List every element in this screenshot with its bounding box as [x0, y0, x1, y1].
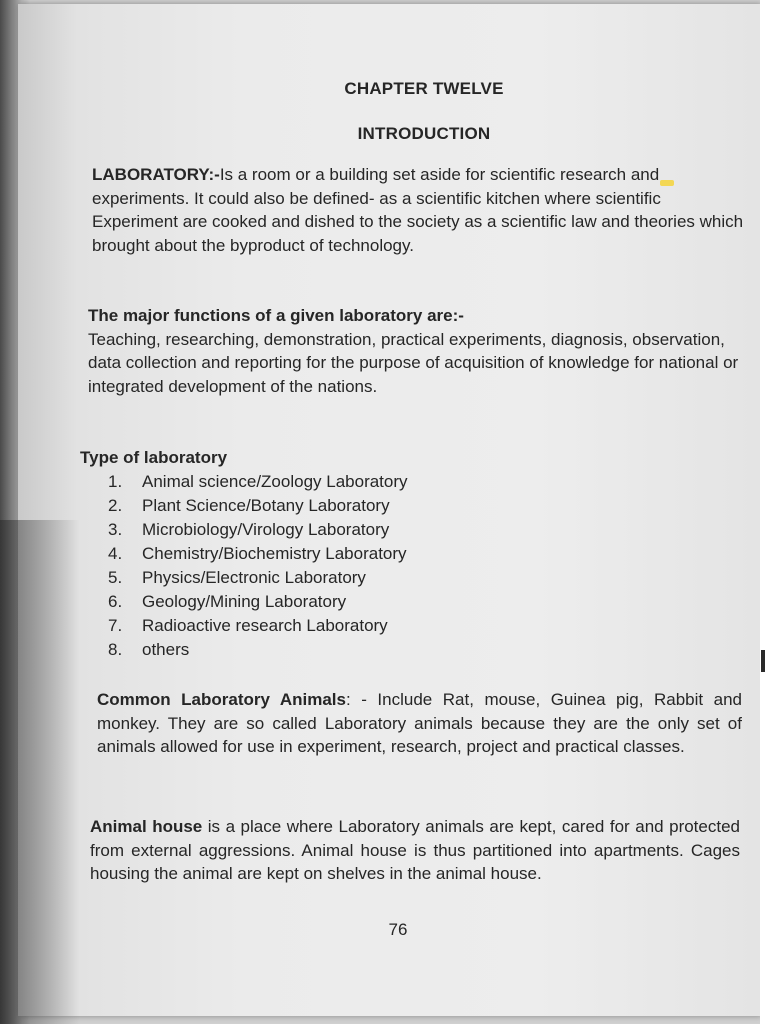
list-item: [108, 542, 528, 566]
section-title: INTRODUCTION: [357, 124, 491, 143]
list-item-label: Geology/Mining Laboratory: [142, 592, 347, 611]
animal-house-paragraph: [90, 815, 740, 886]
list-item-number: 2.: [108, 496, 123, 515]
list-item-label: Plant Science/Botany Laboratory: [142, 496, 390, 515]
list-item-label: Radioactive research Laboratory: [142, 616, 388, 635]
list-item-number: 5.: [108, 568, 123, 587]
list-item: [108, 518, 528, 542]
list-item-number: 6.: [108, 592, 123, 611]
functions-paragraph: [88, 304, 743, 398]
list-item-number: 4.: [108, 544, 123, 563]
page-number: 76: [388, 920, 408, 939]
common-animals-paragraph: [97, 688, 742, 759]
chapter-title: CHAPTER TWELVE: [344, 79, 504, 98]
list-item-number: 7.: [108, 616, 123, 635]
list-item: [108, 470, 528, 494]
laboratory-definition-text: Is a room or a building set aside for scientific research and experiments. It could also be defined- as a scientific kitchen where scientific: [92, 165, 661, 208]
list-item: [108, 590, 528, 614]
laboratory-definition: [92, 163, 750, 257]
laboratory-type-list: [108, 470, 528, 662]
list-item-label: Physics/Electronic Laboratory: [142, 568, 366, 587]
types-heading: Type of laboratory: [80, 448, 228, 467]
list-item-number: 3.: [108, 520, 123, 539]
list-item-label: Animal science/Zoology Laboratory: [142, 472, 408, 491]
list-item-number: 1.: [108, 472, 123, 491]
common-animals-term: Common Laboratory Animals: [97, 690, 346, 709]
list-item-label: Microbiology/Virology Laboratory: [142, 520, 390, 539]
list-item-label: others: [142, 640, 190, 659]
animal-house-term: Animal house: [90, 817, 203, 836]
list-item-label: Chemistry/Biochemistry Laboratory: [142, 544, 407, 563]
laboratory-definition-continued: Experiment are cooked and dished to the society as a scientific law and theories which brought about the byproduct of technology.: [92, 212, 744, 255]
list-item: [108, 638, 528, 662]
list-item: [108, 614, 528, 638]
laboratory-term: LABORATORY:-: [92, 165, 220, 184]
animal-house-text: is a place where Laboratory animals are kept, cared for and protected from external aggressions. Animal house is thus partitioned into apartments. Cages housing the animal are kept on shelves in the animal house.: [90, 817, 740, 883]
functions-text: Teaching, researching, demonstration, practical experiments, diagnosis, observation, data collection and reporting for the purpose of acquisition of knowledge for national or integrated development of the nations.: [88, 329, 739, 396]
list-item: [108, 566, 528, 590]
common-animals-text: : - Include Rat, mouse, Guinea pig, Rabbit and monkey. They are so called Laboratory animals because they are the only set of animals allowed for use in experiment, research, project and practical classes.: [97, 690, 742, 756]
list-item-number: 8.: [108, 640, 123, 659]
list-item: [108, 494, 528, 518]
types-heading-block: [80, 446, 740, 470]
functions-heading: The major functions of a given laboratory are:-: [88, 306, 464, 325]
